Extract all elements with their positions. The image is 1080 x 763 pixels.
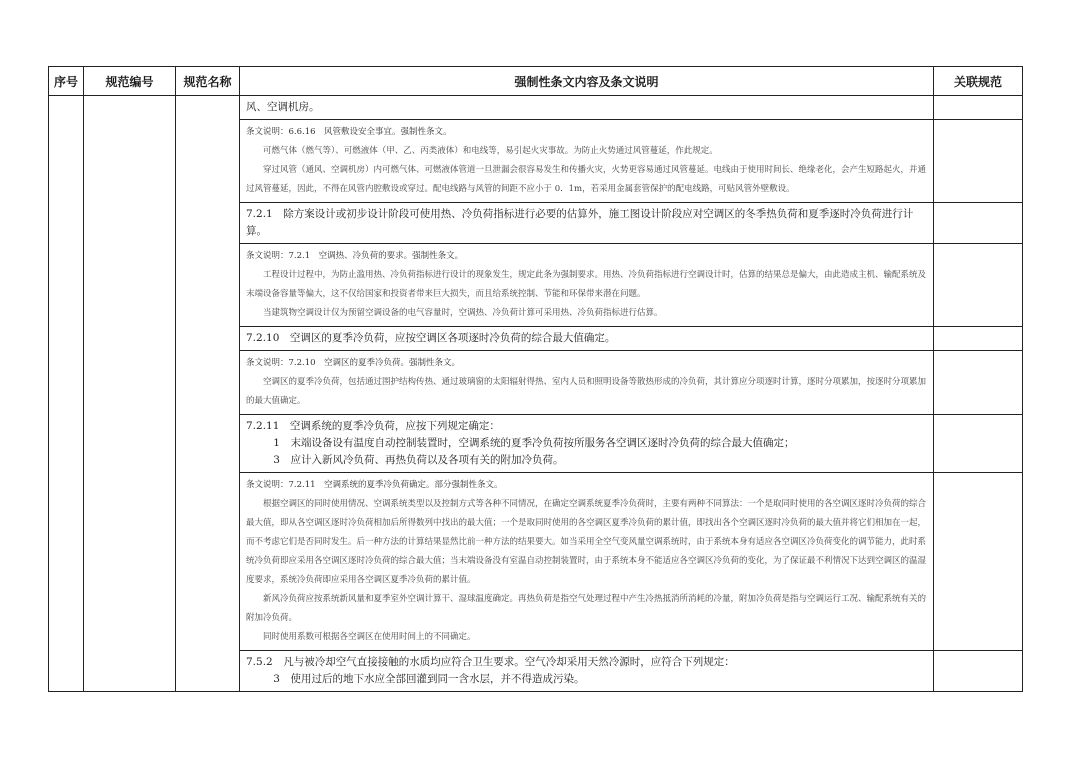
explanation-heading: 条文说明：6.6.16 风管敷设安全事宜。强制性条文。 [246, 127, 452, 137]
document-page [48, 66, 1022, 692]
clause-item: 3 使用过后的地下水应全部回灌到同一含水层，并不得造成污染。 [273, 673, 585, 685]
explanation-paragraph: 工程设计过程中，为防止滥用热、冷负荷指标进行设计的现象发生，规定此条为强制要求。用热、冷负荷指标进行空调设计时，估算的结果总是偏大，由此造成主机、输配系统及末端设备容量等偏大，这不仅给国家和投资者带来巨大损失，而且给系统控制、节能和环保带来潜在问题。 [246, 270, 927, 299]
related-cell [934, 415, 1023, 473]
clause-explanation-cell [240, 473, 934, 651]
related-cell [934, 96, 1023, 120]
explanation-paragraph: 当建筑物空调设计仅为预留空调设备的电气容量时，空调热、冷负荷计算可采用热、冷负荷指标进行估算。 [263, 308, 663, 318]
related-cell [934, 473, 1023, 651]
explanation-paragraph: 新风冷负荷应按系统新风量和夏季室外空调计算干、湿球温度确定。再热负荷是指空气处理过程中产生冷热抵消所消耗的冷量，附加冷负荷是指与空调运行工况、输配系统有关的附加冷负荷。 [246, 594, 927, 623]
spec-table [48, 66, 1023, 692]
clause-content-cell [240, 651, 934, 692]
clause-explanation-cell [240, 120, 934, 203]
explanation-paragraph: 同时使用系数可根据各空调区在使用时间上的不同确定。 [263, 632, 476, 642]
header-related: 关联规范 [934, 67, 1023, 96]
clause-text: 7.2.10 空调区的夏季冷负荷，应按空调区各项逐时冷负荷的综合最大值确定。 [246, 332, 616, 344]
code-cell [84, 96, 176, 692]
clause-content-cell [240, 327, 934, 351]
table-row [49, 96, 1023, 120]
clause-explanation-cell [240, 244, 934, 327]
explanation-heading: 条文说明：7.2.10 空调区的夏季冷负荷。强制性条文。 [246, 358, 461, 368]
explanation-paragraph: 可燃气体（燃气等）、可燃液体（甲、乙、丙类液体）和电线等，易引起火灾事故。为防止火势通过风管蔓延，作此规定。 [263, 146, 718, 156]
clause-text: 7.2.11 空调系统的夏季冷负荷，应按下列规定确定： [246, 420, 500, 432]
related-cell [934, 327, 1023, 351]
clause-item: 3 应计入新风冷负荷、再热负荷以及各项有关的附加冷负荷。 [273, 454, 564, 466]
explanation-paragraph: 穿过风管（通风、空调机房）内可燃气体、可燃液体管道一旦泄漏会很容易发生和传播火灾，火势更容易通过风管蔓延。电线由于使用时间长、绝缘老化，会产生短路起火，并通过风管蔓延，因此，不得在风管内腔敷设或穿过。配电线路与风管的间距不应小于 0．1m，若采用金属套管保护的配电线路，可贴风管外壁敷设。 [246, 165, 927, 194]
clause-text: 7.5.2 凡与被冷却空气直接接触的水质均应符合卫生要求。空气冷却采用天然冷源时，应符合下列规定： [246, 656, 735, 668]
clause-item: 1 末端设备设有温度自动控制装置时，空调系统的夏季冷负荷按所服务各空调区逐时冷负荷的综合最大值确定； [273, 437, 795, 449]
related-cell [934, 203, 1023, 244]
index-cell [49, 96, 84, 692]
header-code: 规范编号 [84, 67, 176, 96]
explanation-paragraph: 根据空调区的同时使用情况、空调系统类型以及控制方式等各种不同情况，在确定空调系统夏季冷负荷时，主要有两种不同算法：一个是取同时使用的各空调区逐时冷负荷的综合最大值，即从各空调区逐时冷负荷相加后所得数列中找出的最大值；一个是取同时使用的各空调区夏季冷负荷的累计值，即找出各个空调区逐时冷负荷的最大值并将它们相加在一起，而不考虑它们是否同时发生。后一种方法的计算结果显然比前一种方法的结果要大。如当采用全空气变风量空调系统时，由于系统本身有适应各空调区冷负荷变化的调节能力，此时系统冷负荷即应采用各空调区逐时冷负荷的综合最大值；当末端设备没有室温自动控制装置时，由于系统本身不能适应各空调区冷负荷的变化，为了保证最不利情况下达到空调区的温湿度要求，系统冷负荷即应采用各空调区夏季冷负荷的累计值。 [246, 499, 927, 585]
clause-content-cell [240, 203, 934, 244]
clause-explanation-cell [240, 351, 934, 415]
clause-text: 风、空调机房。 [246, 101, 320, 113]
related-cell [934, 120, 1023, 203]
explanation-heading: 条文说明：7.2.11 空调系统的夏季冷负荷确定。部分强制性条文。 [246, 480, 503, 490]
clause-content-cell [240, 415, 934, 473]
clause-text: 7.2.1 除方案设计或初步设计阶段可使用热、冷负荷指标进行必要的估算外，施工图设计阶段应对空调区的冬季热负荷和夏季逐时冷负荷进行计算。 [246, 208, 914, 237]
related-cell [934, 351, 1023, 415]
table-header-row [49, 67, 1023, 96]
name-cell [176, 96, 240, 692]
clause-content-cell [240, 96, 934, 120]
header-index: 序号 [49, 67, 84, 96]
explanation-heading: 条文说明：7.2.1 空调热、冷负荷的要求。强制性条文。 [246, 251, 464, 261]
explanation-paragraph: 空调区的夏季冷负荷，包括通过围护结构传热、通过玻璃窗的太阳辐射得热、室内人员和照明设备等散热形成的冷负荷，其计算应分项逐时计算，逐时分项累加，按逐时分项累加的最大值确定。 [246, 377, 927, 406]
header-name: 规范名称 [176, 67, 240, 96]
header-content: 强制性条文内容及条文说明 [240, 67, 934, 96]
related-cell [934, 651, 1023, 692]
related-cell [934, 244, 1023, 327]
